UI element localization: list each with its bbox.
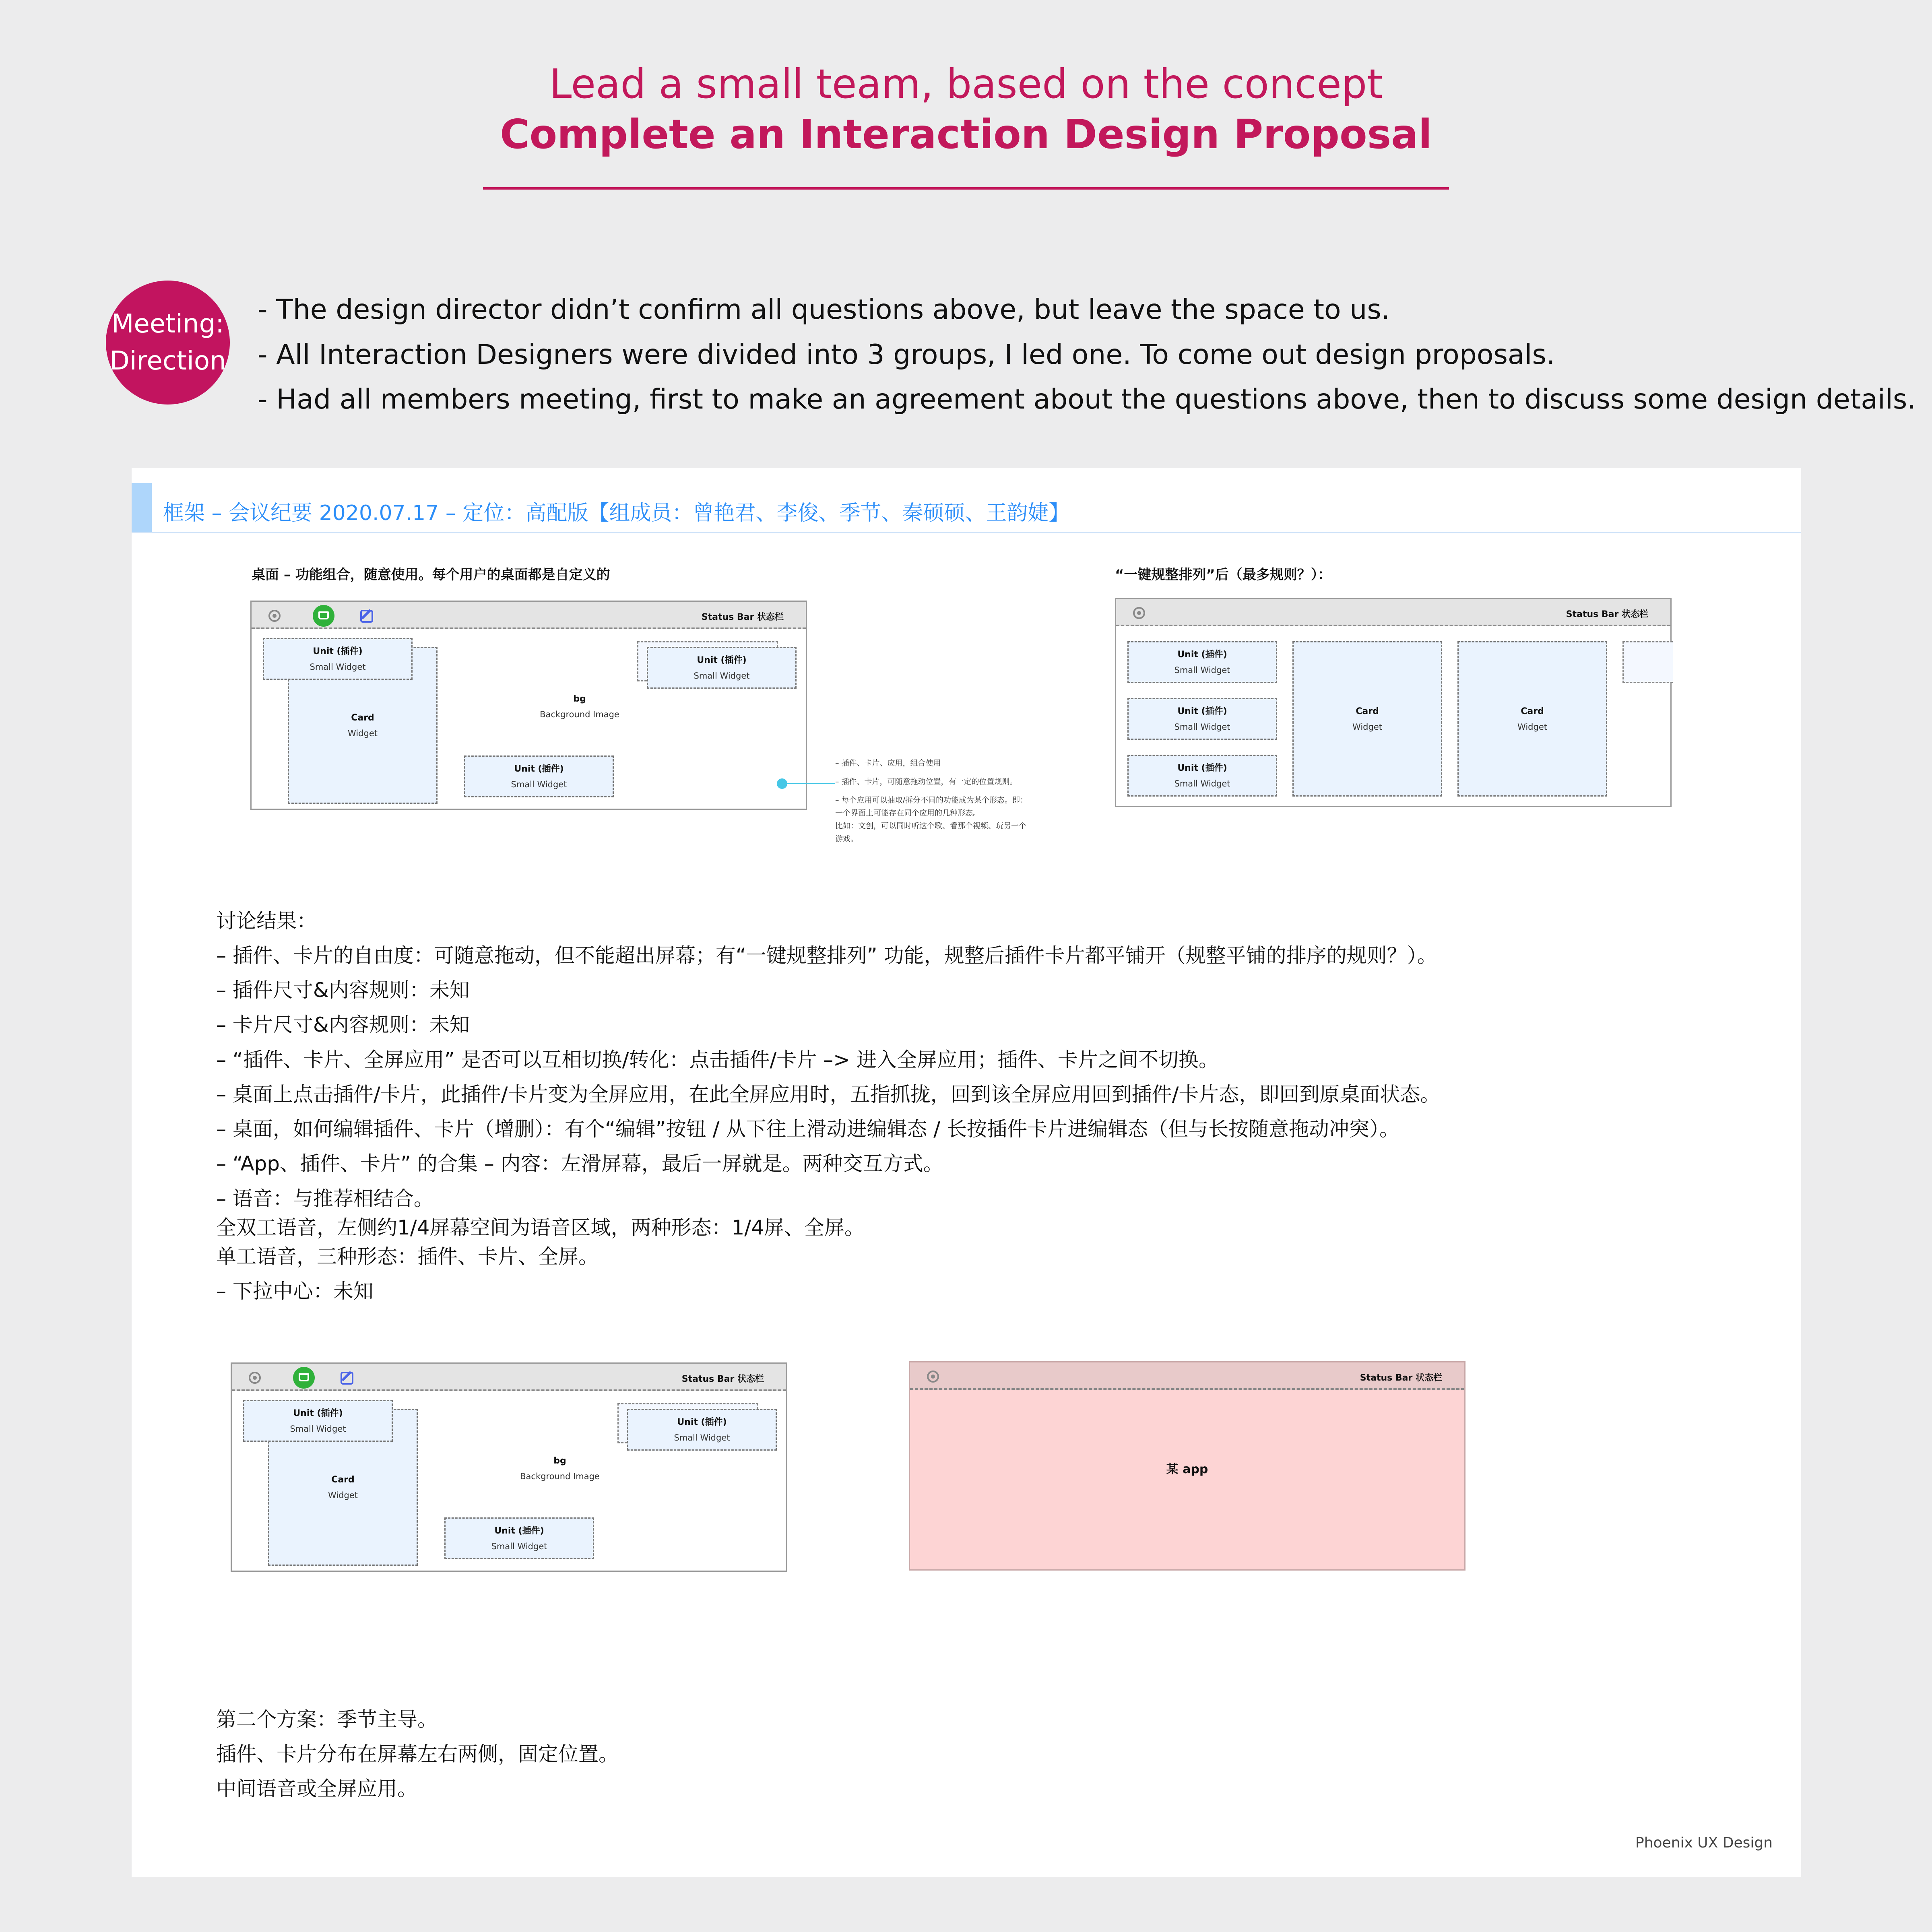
unit-sub: Small Widget	[511, 780, 567, 789]
discussion-item: – 下拉中心：未知	[216, 1280, 374, 1303]
card-sub: Widget	[1352, 722, 1382, 732]
card-widget	[1457, 641, 1607, 797]
unit-widget	[1127, 698, 1277, 740]
status-bar-label: Status Bar 状态栏	[1566, 609, 1648, 619]
desktop-mockup-arranged	[1115, 598, 1672, 807]
second-plan-line: 插件、卡片分布在屏幕左右两侧，固定位置。	[216, 1742, 619, 1766]
app-label: 某 app	[1166, 1462, 1208, 1476]
store-icon	[293, 1367, 315, 1389]
caption-arranged: “一键规整排列”后（最多规则？）：	[1115, 567, 1331, 583]
meeting-point: - All Interaction Designers were divided into 3 groups, I led one. To come out design proposals.	[258, 339, 1555, 371]
discussion-heading: 讨论结果：	[216, 909, 317, 933]
bg-title: bg	[553, 1456, 566, 1466]
doc-title-underline	[132, 532, 1801, 533]
home-icon	[1133, 607, 1145, 619]
second-plan-line: 中间语音或全屏应用。	[216, 1777, 417, 1800]
meeting-point: - Had all members meeting, first to make an agreement about the questions above, then to discuss some design details.	[258, 384, 1916, 415]
badge-line2: Direction	[109, 346, 226, 376]
card-sub: Widget	[328, 1490, 358, 1500]
store-icon	[313, 605, 334, 627]
unit-widget	[627, 1409, 777, 1451]
status-bar	[910, 1362, 1464, 1390]
annotation-dot	[777, 778, 787, 789]
unit-widget	[1127, 755, 1277, 797]
discussion-item: – 插件、卡片的自由度：可随意拖动，但不能超出屏幕；有“一键规整排列” 功能，规整后插件卡片都平铺开（规整平铺的排序的规则？）。	[216, 944, 1437, 967]
discussion-item: 单工语音，三种形态：插件、卡片、全屏。	[216, 1245, 599, 1268]
unit-widget	[1127, 641, 1277, 683]
doc-title-accent	[132, 483, 152, 532]
unit-title: Unit (插件)	[494, 1526, 544, 1536]
unit-title: Unit (插件)	[1177, 650, 1227, 660]
meeting-badge	[106, 281, 230, 405]
page-title-line2: Complete an Interaction Design Proposal	[500, 111, 1432, 158]
unit-title: Unit (插件)	[677, 1417, 727, 1427]
background-label	[520, 1453, 600, 1484]
note-line: – 插件、卡片、应用，组合使用	[835, 759, 941, 768]
discussion-item: – 桌面上点击插件/卡片，此插件/卡片变为全屏应用，在此全屏应用时，五指抓拢，回到该全屏应用回到插件/卡片态，即回到原桌面状态。	[216, 1083, 1441, 1106]
doc-title: 框架 – 会议纪要 2020.07.17 – 定位：高配版【组成员：曾艳君、李俊、季节、秦硕硕、王韵婕】	[163, 501, 1070, 525]
annotation-leader	[787, 783, 835, 784]
unit-title: Unit (插件)	[1177, 706, 1227, 716]
bg-sub: Background Image	[520, 1472, 600, 1481]
note-line: – 插件、卡片，可随意拖动位置，有一定的位置规则。	[835, 777, 1018, 786]
status-bar-label: Status Bar 状态栏	[681, 1374, 764, 1384]
title-divider	[483, 187, 1449, 190]
status-bar	[252, 602, 806, 629]
unit-widget	[464, 755, 614, 797]
unit-sub: Small Widget	[1174, 779, 1230, 788]
card-widget	[1292, 641, 1442, 797]
footer-credit: Phoenix UX Design	[1635, 1835, 1773, 1851]
note-line: 比如：文创，可以同时听这个歌、看那个视频、玩另一个	[835, 822, 1027, 830]
unit-sub: Small Widget	[694, 671, 750, 681]
unit-widget	[263, 638, 413, 680]
home-icon	[249, 1372, 261, 1384]
unit-title: Unit (插件)	[313, 646, 363, 656]
unit-sub: Small Widget	[674, 1433, 730, 1443]
meeting-point: - The design director didn’t confirm all questions above, but leave the space to us.	[258, 294, 1390, 326]
card-title: Card	[1521, 706, 1544, 716]
discussion-item: – 语音：与推荐相结合。	[216, 1187, 434, 1210]
card-title: Card	[331, 1475, 355, 1485]
annotation-notes	[835, 757, 1028, 845]
unit-sub: Small Widget	[1174, 722, 1230, 732]
unit-title: Unit (插件)	[697, 655, 747, 665]
discussion-item: – “插件、卡片、全屏应用” 是否可以互相切换/转化：点击插件/卡片 –> 进入全屏应用；插件、卡片之间不切换。	[216, 1048, 1219, 1071]
edit-icon	[360, 610, 373, 623]
unit-sub: Small Widget	[1174, 665, 1230, 675]
desktop-mockup-second	[231, 1362, 787, 1572]
unit-widget	[647, 647, 797, 689]
unit-sub: Small Widget	[290, 1424, 346, 1434]
edit-icon	[341, 1372, 353, 1385]
unit-sub: Small Widget	[310, 662, 366, 672]
discussion-item: 全双工语音，左侧约1/4屏幕空间为语音区域，两种形态：1/4屏、全屏。	[216, 1216, 865, 1239]
card-title: Card	[351, 713, 374, 723]
discussion-item: – “App、插件、卡片” 的合集 – 内容：左滑屏幕，最后一屏就是。两种交互方式。	[216, 1152, 943, 1175]
unit-title: Unit (插件)	[514, 764, 564, 774]
status-bar	[1116, 599, 1670, 626]
discussion-item: – 插件尺寸&内容规则：未知	[216, 978, 470, 1002]
status-bar	[232, 1364, 786, 1391]
second-plan-line: 第二个方案：季节主导。	[216, 1708, 438, 1731]
unit-widget-overflow	[1622, 641, 1673, 683]
caption-desktop: 桌面 – 功能组合，随意使用。每个用户的桌面都是自定义的	[252, 567, 610, 583]
unit-widget	[444, 1517, 594, 1559]
bg-title: bg	[573, 694, 586, 704]
home-icon	[268, 610, 281, 622]
note-line: 一个界面上可能存在同个应用的几种形态。	[835, 809, 981, 817]
discussion-item: – 桌面，如何编辑插件、卡片（增删）：有个“编辑”按钮 / 从下往上滑动进编辑态 / 长按插件卡片进编辑态（但与长按随意拖动冲突）。	[216, 1117, 1399, 1141]
unit-title: Unit (插件)	[1177, 763, 1227, 773]
background-label	[539, 691, 620, 722]
note-line: – 每个应用可以抽取/拆分不同的功能成为某个形态。即：	[835, 796, 1028, 805]
badge-line1: Meeting:	[111, 309, 224, 339]
status-bar-label: Status Bar 状态栏	[1360, 1373, 1442, 1383]
unit-widget	[243, 1400, 393, 1442]
page-title-line1: Lead a small team, based on the concept	[549, 60, 1383, 107]
unit-sub: Small Widget	[491, 1542, 547, 1551]
discussion-item: – 卡片尺寸&内容规则：未知	[216, 1013, 470, 1036]
card-title: Card	[1356, 706, 1379, 716]
status-bar-label: Status Bar 状态栏	[701, 612, 784, 622]
note-line: 游戏。	[835, 834, 859, 843]
card-sub: Widget	[1517, 722, 1547, 732]
home-icon	[927, 1371, 939, 1383]
unit-title: Unit (插件)	[293, 1408, 343, 1418]
desktop-mockup-free	[250, 601, 807, 810]
bg-sub: Background Image	[540, 710, 619, 719]
fullscreen-app-mockup	[909, 1361, 1466, 1571]
card-sub: Widget	[348, 729, 378, 738]
